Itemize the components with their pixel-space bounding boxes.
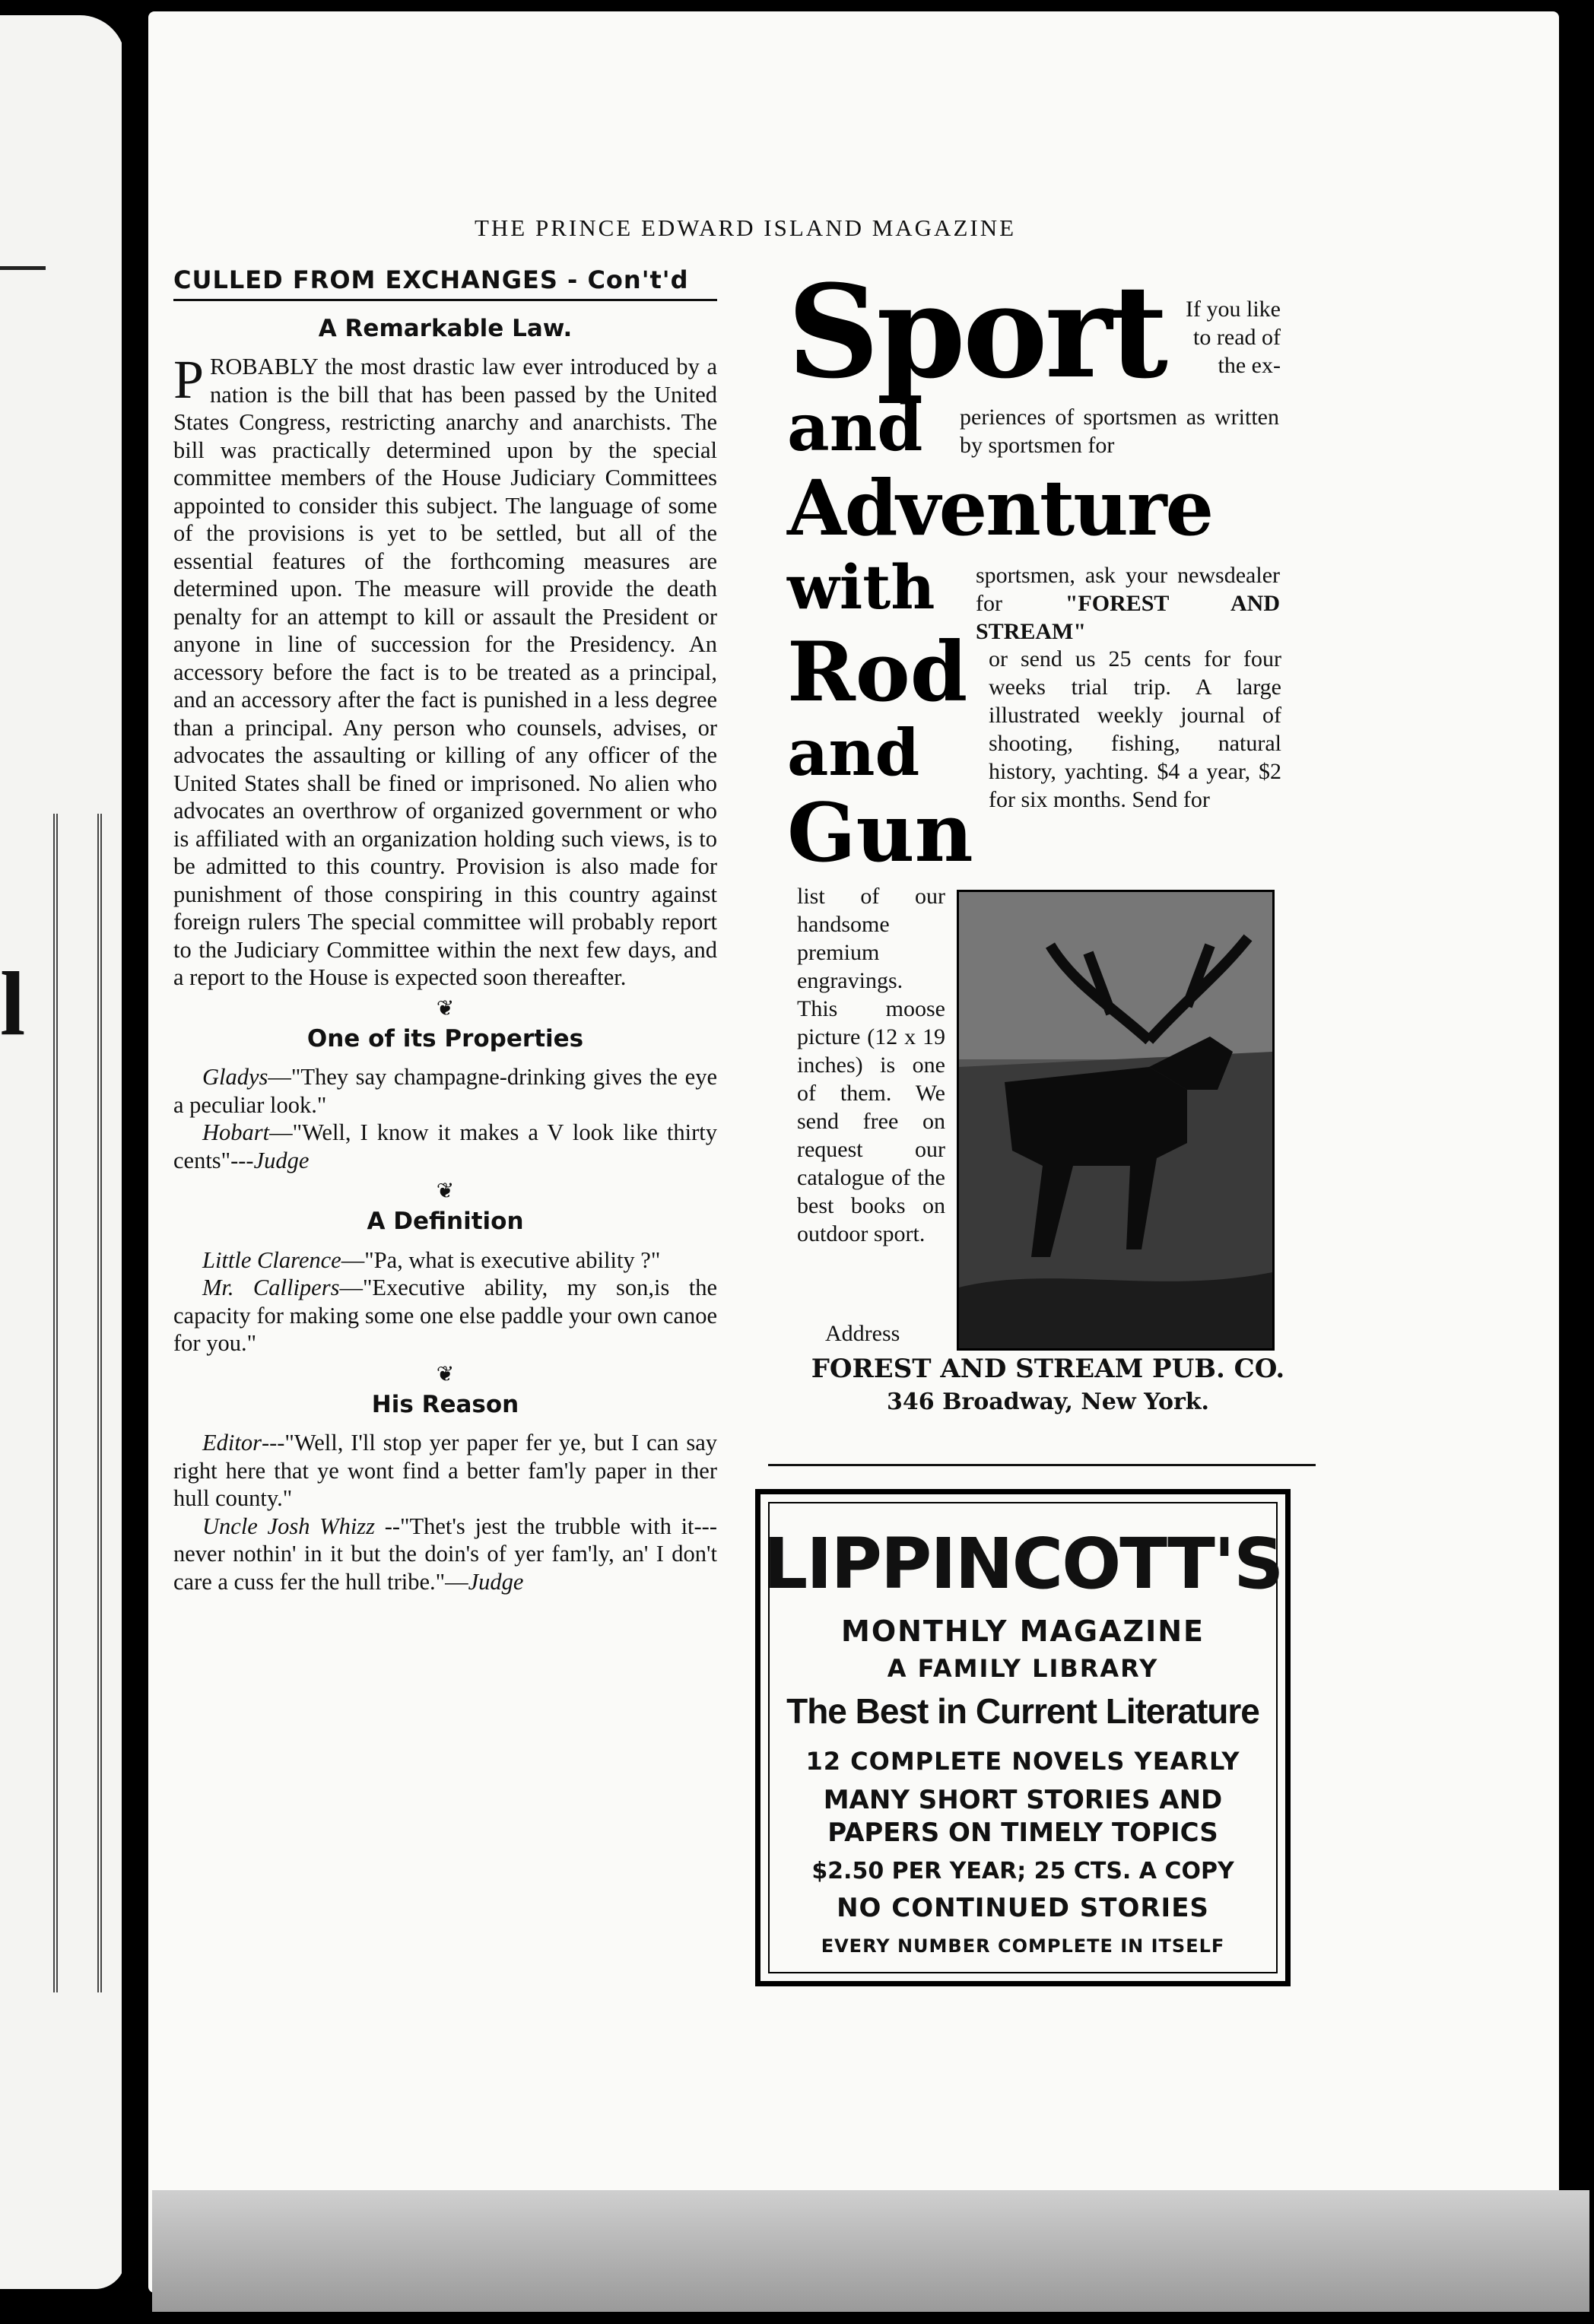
article-title: A Definition bbox=[367, 1208, 524, 1235]
dialog-line bbox=[173, 1513, 717, 1596]
ad-copy: Address bbox=[825, 1321, 900, 1346]
fleuron-ornament-icon: ❦ bbox=[436, 996, 455, 1021]
ad-line: MANY SHORT STORIES AND bbox=[823, 1785, 1223, 1815]
ad-copy bbox=[976, 561, 1280, 646]
speaker: Editor bbox=[202, 1430, 262, 1456]
facing-page-letter-fragment: l bbox=[0, 953, 26, 1054]
ad-copy: periences of sportsmen as written by sportsmen for bbox=[960, 405, 1279, 458]
dialog-text: ---"Well, I'll stop yer paper fer ye, but I can say right here that ye wont find a better fam'ly paper in ther hull county." bbox=[173, 1430, 717, 1511]
facing-page-edge bbox=[0, 15, 125, 2289]
source-credit: Judge bbox=[253, 1147, 310, 1173]
ad-line: A FAMILY LIBRARY bbox=[887, 1654, 1159, 1683]
anecdote bbox=[173, 1246, 717, 1357]
dialog-text: —"Executive ability, my son,is the capacity for making some one else paddle your own canoe for you." bbox=[173, 1275, 718, 1356]
source-credit: Judge bbox=[468, 1568, 524, 1595]
ad-line: PAPERS ON TIMELY TOPICS bbox=[827, 1818, 1218, 1848]
speaker: Mr. Callipers bbox=[202, 1275, 340, 1300]
article-title: His Reason bbox=[371, 1390, 519, 1418]
dialog-text: —"Well, I know it makes a V look like thirty cents"--- bbox=[173, 1119, 717, 1173]
drop-cap: P bbox=[173, 349, 205, 410]
ad-copy-intro: If you like to read of the ex- bbox=[1186, 297, 1281, 378]
dialog-line bbox=[173, 1274, 717, 1357]
article-text: ROBABLY the most drastic law ever introduced by a nation is the bill that has been passed by the United States Congress, restricting anarchy and anarchists. The bill was practically determined upon by the special committee members of the House Judiciary Committees appointed to consider this subject. The language of some of the provisions is yet to be settled, but all of the essential features of the forthcoming measures are determined upon. The measure will provide the death penalty for an attempt to kill or assault the President or anyone in line of succession for the Presidency. An accessory before the fact is to be treated as a principal, and an accessory after the fact is punished in a less degree than a principal. Any person who counsels, advises, or advocates the assaulting or killing of any officer of the United States shall be fined or imprisoned. No alien who advocates an overthrow of organized government or who is affiliated with an organization holding such views, is to be admitted to this country. Provision is also made for punishment of those conspiring in this country against foreign rulers The special committee will probably report to the Judiciary Committee within the next few days, and a report to the House is expected soon thereafter. bbox=[173, 354, 717, 990]
ad-word-sport: Sport bbox=[787, 256, 1165, 407]
facing-page-ornamental-border bbox=[53, 814, 102, 1992]
moose-engraving bbox=[957, 890, 1275, 1351]
ad-copy: or send us 25 cents for four weeks trial trip. A large illustrated weekly journal of shooting, fishing, natural history, yachting. $4 a year, $2 for six months. Send for bbox=[989, 646, 1281, 812]
ad-copy: list of our handsome premium engravings. This moose picture (12 x 19 inches) is one of them. We send free on request our catalogue of the best books on outdoor sport. bbox=[797, 884, 945, 1246]
speaker: Gladys bbox=[202, 1064, 268, 1090]
speaker: Little Clarence bbox=[202, 1246, 341, 1273]
ad-word-with: with bbox=[787, 551, 935, 623]
ad-divider bbox=[768, 1464, 1316, 1466]
page-bottom-shadow bbox=[152, 2190, 1589, 2312]
publisher-block bbox=[782, 1354, 1314, 1415]
ad-line: EVERY NUMBER COMPLETE IN ITSELF bbox=[821, 1935, 1225, 1957]
ad-line: 12 COMPLETE NOVELS YEARLY bbox=[805, 1747, 1240, 1776]
dialog-line bbox=[173, 1063, 717, 1119]
ad-word-and: and bbox=[787, 389, 923, 466]
publisher-name: FOREST AND STREAM PUB. CO. bbox=[811, 1354, 1285, 1384]
fleuron-ornament-icon: ❦ bbox=[436, 1362, 455, 1386]
ad-word-adventure: Adventure bbox=[787, 463, 1213, 553]
ad-magazine-name: "FOREST AND STREAM" bbox=[976, 591, 1280, 644]
speaker: Uncle Josh Whizz bbox=[202, 1513, 376, 1539]
dialog-line bbox=[173, 1246, 717, 1275]
dialog-text: —"Pa, what is executive ability ?" bbox=[341, 1246, 661, 1273]
dialog-text: --"Thet's jest the trubble with it---never nothin' in it but the doin's of yer fam'ly, an' I don't care a cuss fer the hull tribe."— bbox=[173, 1513, 717, 1595]
ad-word-gun: Gun bbox=[787, 785, 973, 880]
running-head: THE PRINCE EDWARD ISLAND MAGAZINE bbox=[474, 214, 1017, 241]
fleuron-ornament-icon: ❦ bbox=[436, 1179, 455, 1203]
ad-title: LIPPINCOTT'S bbox=[763, 1523, 1283, 1605]
article-title: One of its Properties bbox=[306, 1024, 584, 1052]
dialog-line bbox=[173, 1429, 717, 1513]
moose-illustration-icon bbox=[959, 892, 1272, 1348]
publisher-address: 346 Broadway, New York. bbox=[887, 1389, 1209, 1415]
ad-line: The Best in Current Literature bbox=[786, 1691, 1259, 1731]
ad-line: MONTHLY MAGAZINE bbox=[841, 1614, 1205, 1648]
lippincotts-ad bbox=[755, 1489, 1291, 1986]
ad-line: NO CONTINUED STORIES bbox=[837, 1893, 1209, 1923]
dialog-line bbox=[173, 1119, 717, 1174]
dialog-text: —"They say champagne-drinking gives the eye a peculiar look." bbox=[173, 1064, 717, 1118]
ad-copy-text: sportsmen, ask your newsdealer for bbox=[976, 563, 1280, 616]
ad-word-rod: Rod bbox=[787, 624, 968, 720]
anecdote bbox=[173, 1429, 717, 1595]
left-column bbox=[173, 266, 717, 1595]
article-body bbox=[173, 349, 717, 992]
facing-page-rule bbox=[0, 266, 46, 270]
ad-word-and: and bbox=[787, 715, 920, 790]
anecdote bbox=[173, 1063, 717, 1174]
ad-line: $2.50 PER YEAR; 25 CTS. A COPY bbox=[811, 1858, 1234, 1884]
speaker: Hobart bbox=[202, 1119, 270, 1145]
article-title: A Remarkable Law. bbox=[318, 314, 573, 342]
section-heading: CULLED FROM EXCHANGES - Con't'd bbox=[173, 266, 717, 301]
